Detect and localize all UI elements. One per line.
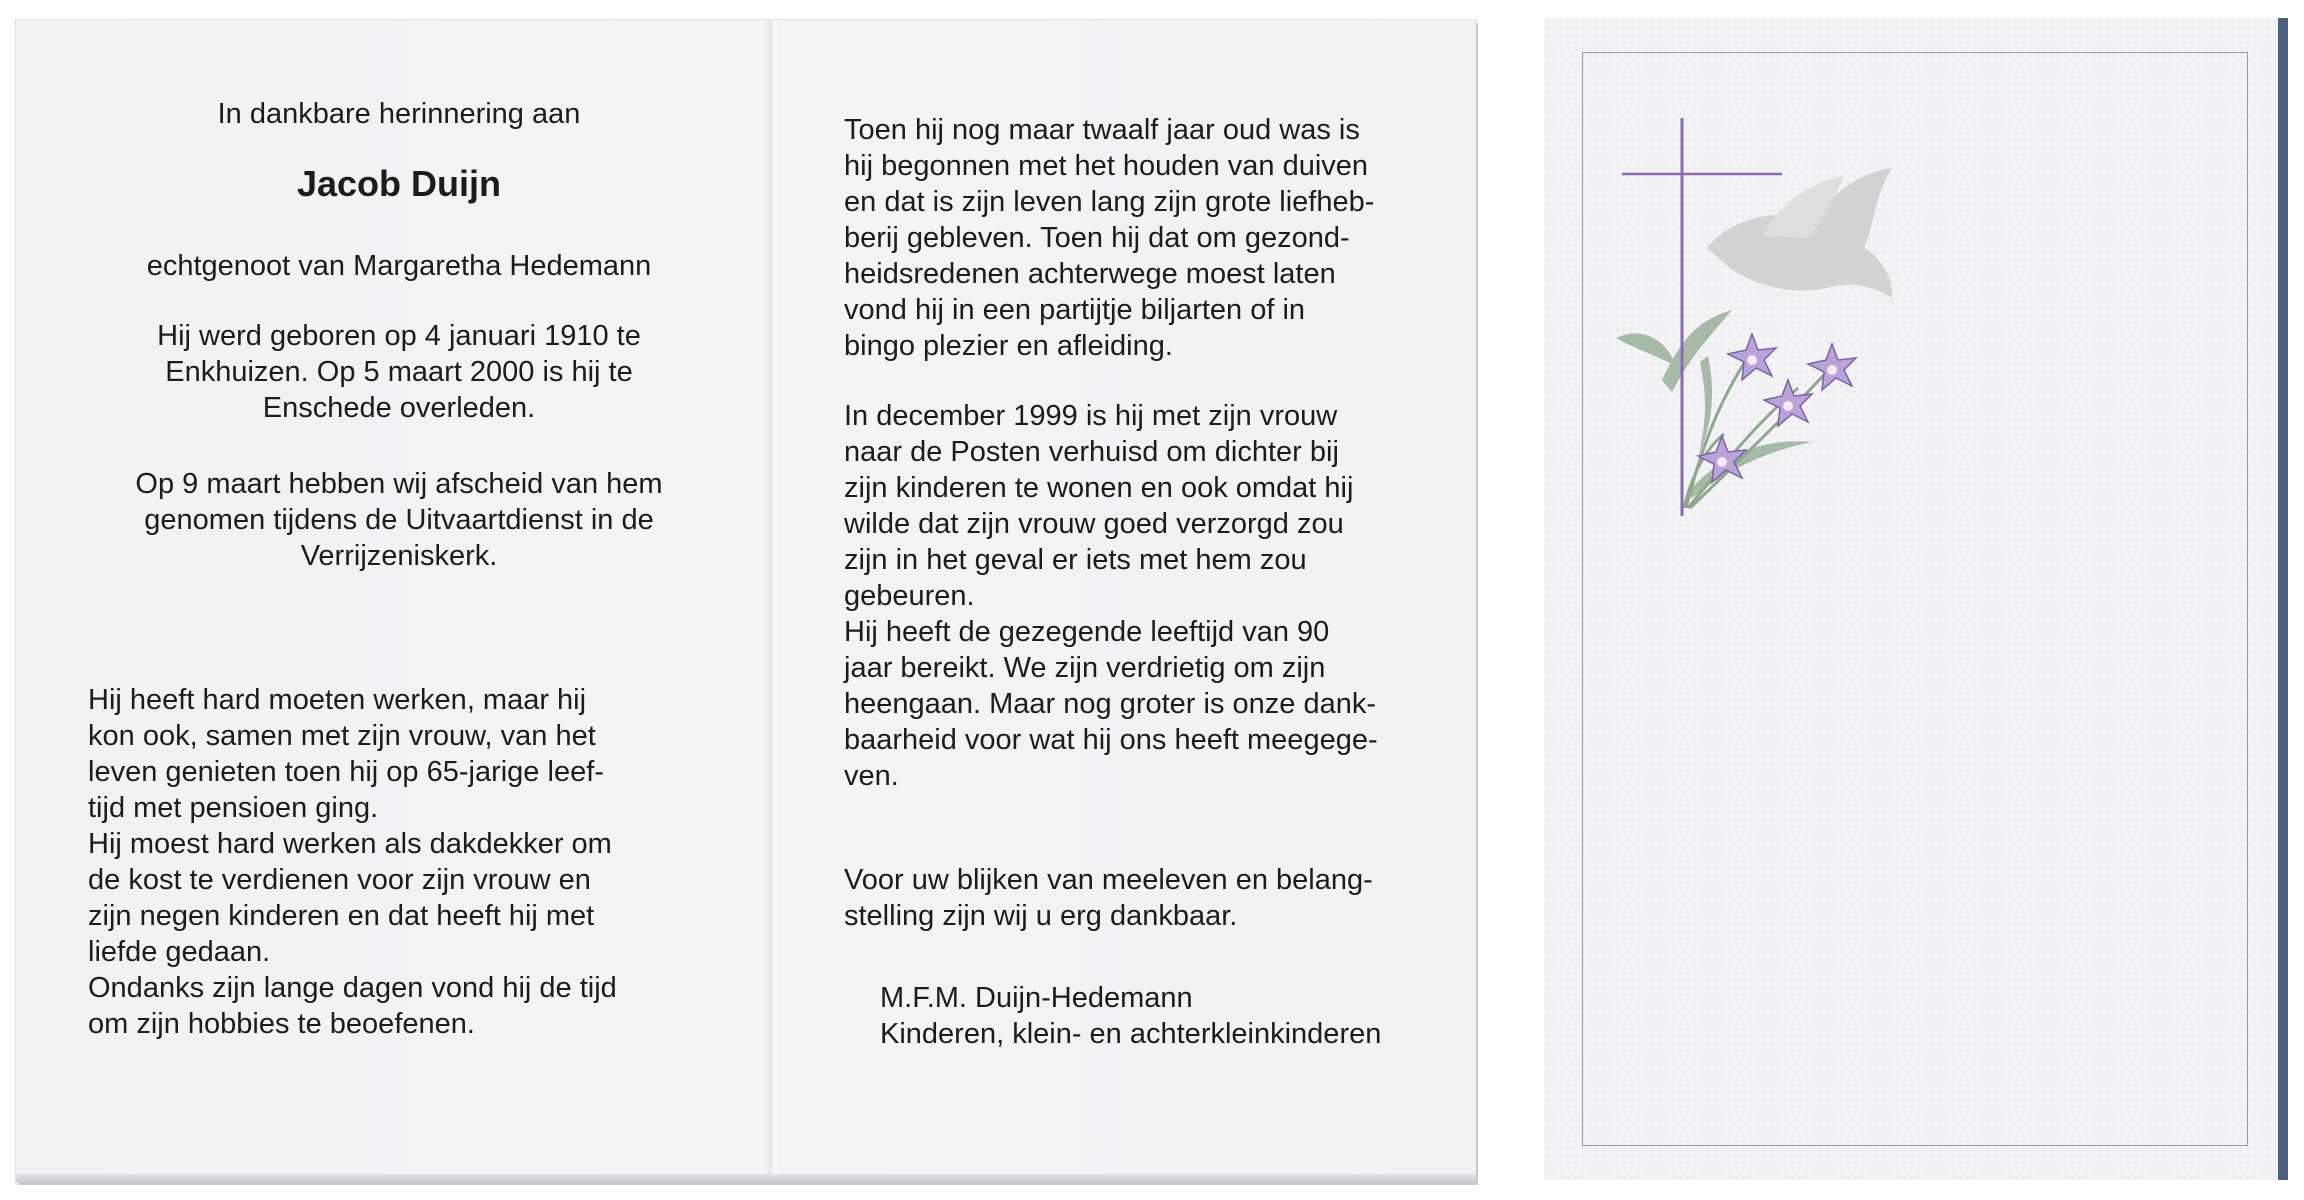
text-line: zijn in het geval er iets met hem zou: [844, 544, 1307, 576]
text-line: berij gebleven. Toen hij dat om gezond-: [844, 222, 1350, 254]
text-line: hij begonnen met het houden van duiven: [844, 150, 1369, 182]
text-line: baarheid voor wat hij ons heeft meegege-: [844, 724, 1378, 756]
card-inside: [16, 20, 1476, 1182]
text-line: Enkhuizen. Op 5 maart 2000 is hij te: [165, 356, 633, 388]
text-line: Toen hij nog maar twaalf jaar oud was is: [844, 114, 1360, 146]
card-fold: [764, 20, 780, 1182]
hobbies-paragraph: [844, 112, 1434, 364]
text-line: kon ook, samen met zijn vrouw, van het: [88, 720, 596, 752]
text-line: zijn kinderen te wonen en ook omdat hij: [844, 472, 1354, 504]
text-line: wilde dat zijn vrouw goed verzorgd zou: [844, 508, 1344, 540]
signature-name: M.F.M. Duijn-Hedemann: [880, 982, 1193, 1014]
signature-family: Kinderen, klein- en achterkleinkinderen: [880, 1018, 1382, 1050]
text-line: jaar bereikt. We zijn verdrietig om zijn: [844, 652, 1326, 684]
intro-text: In dankbare herinnering aan: [217, 98, 581, 130]
text-line: Op 9 maart hebben wij afscheid van hem: [135, 468, 663, 500]
text-line: Ondanks zijn lange dagen vond hij de tijd: [88, 972, 617, 1004]
text-line: Hij moest hard werken als dakdekker om: [88, 828, 612, 860]
text-line: stelling zijn wij u erg dankbaar.: [844, 900, 1238, 932]
card-front: [1544, 18, 2288, 1180]
move-paragraph: [844, 398, 1434, 794]
text-line: vond hij in een partijtje biljarten of in: [844, 294, 1306, 326]
dove-icon: [1707, 168, 1892, 298]
text-line: ven.: [844, 760, 899, 792]
memorial-emblem: [1612, 98, 1902, 528]
thanks-paragraph: [844, 862, 1434, 934]
text-line: liefde gedaan.: [88, 936, 271, 968]
text-line: zijn negen kinderen en dat heeft hij met: [88, 900, 595, 932]
text-line: heengaan. Maar nog groter is onze dank-: [844, 688, 1377, 720]
text-line: Hij heeft hard moeten werken, maar hij: [88, 684, 587, 716]
text-line: heidsredenen achterwege moest laten: [844, 258, 1336, 290]
text-line: om zijn hobbies te beoefenen.: [88, 1008, 475, 1040]
signature-block: [880, 980, 1381, 1052]
funeral-paragraph: [104, 466, 694, 574]
text-line: leven genieten toen hij op 65-jarige leef-: [88, 756, 604, 788]
spouse-text: echtgenoot van Margaretha Hedemann: [146, 250, 652, 282]
life-paragraph: [88, 682, 680, 1042]
text-line: genomen tijdens de Uitvaartdienst in de: [144, 504, 654, 536]
text-line: en dat is zijn leven lang zijn grote liefheb-: [844, 186, 1375, 218]
text-line: de kost te verdienen voor zijn vrouw en: [88, 864, 591, 896]
birth-paragraph: [104, 318, 694, 426]
text-line: Voor uw blijken van meeleven en belang-: [844, 864, 1373, 896]
text-line: Verrijzeniskerk.: [300, 540, 498, 572]
text-line: Hij heeft de gezegende leeftijd van 90: [844, 616, 1330, 648]
left-panel: [88, 20, 694, 1182]
text-line: tijd met pensioen ging.: [88, 792, 379, 824]
text-line: gebeuren.: [844, 580, 975, 612]
deceased-name: Jacob Duijn: [296, 163, 502, 204]
text-line: Enschede overleden.: [262, 392, 536, 424]
text-line: Hij werd geboren op 4 januari 1910 te: [157, 320, 641, 352]
right-panel: [844, 20, 1434, 1182]
text-line: naar de Posten verhuisd om dichter bij: [844, 436, 1339, 468]
text-line: In december 1999 is hij met zijn vrouw: [844, 400, 1338, 432]
text-line: bingo plezier en afleiding.: [844, 330, 1173, 362]
